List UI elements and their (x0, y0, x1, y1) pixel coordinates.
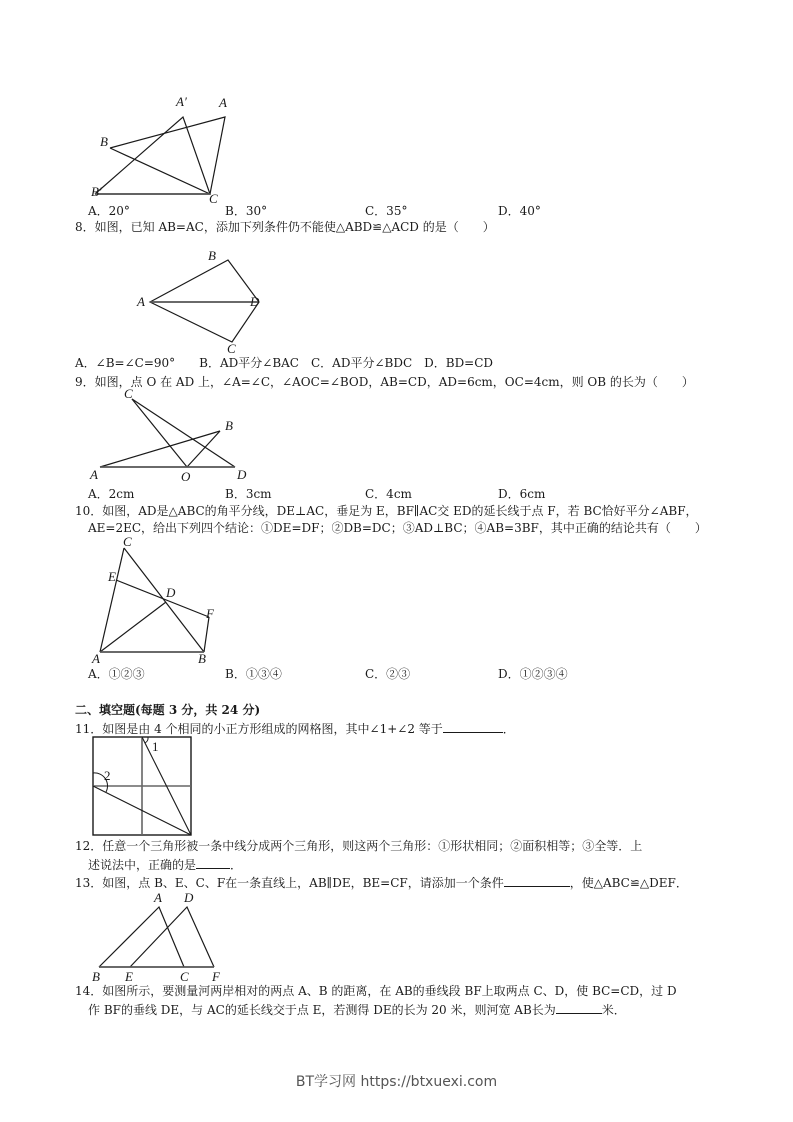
q10-stem-line1: 10．如图，AD是△ABC的角平分线，DE⊥AC，垂足为 E，BF∥AC交 ED的延长线于点 F，若 BC恰好平分∠ABF， (75, 504, 698, 518)
label-b: B (208, 248, 216, 263)
q12-stem-line1: 12．任意一个三角形被一条中线分成两个三角形，则这两个三角形：①形状相同；②面积相等；③全等．上 (75, 839, 643, 853)
q9-option-d[interactable]: D．6cm (498, 487, 546, 501)
q12-answer-blank[interactable] (196, 856, 230, 869)
q13-answer-blank[interactable] (504, 874, 570, 887)
label-o: O (181, 469, 191, 483)
q9-figure (88, 387, 263, 483)
label-c: C (123, 535, 132, 549)
q11-grid-diagram (92, 736, 194, 838)
q10-option-c[interactable]: C．②③ (365, 667, 411, 681)
label-e: E (108, 569, 116, 584)
q7-option-c[interactable]: C．35° (365, 204, 408, 218)
footer-watermark[interactable]: BT学习网 https://btxuexi.com (295, 1074, 498, 1090)
label-b-prime: B′ (91, 184, 102, 199)
label-b: B (225, 418, 233, 433)
q14-stem-text: 作 BF的垂线 DE，与 AC的延长线交于点 E，若测得 DE的长为 20 米，则河宽 AB长为 (88, 1003, 556, 1017)
label-b: B (100, 134, 108, 149)
q13-stem-end: ，使△ABC≌△DEF． (569, 876, 688, 890)
label-d: D (166, 585, 176, 600)
q8-figure (136, 248, 261, 353)
q9-triangles-diagram (88, 387, 263, 483)
q12-stem-text: 述说法中，正确的是 (88, 858, 197, 872)
label-d: D (250, 294, 260, 309)
label-f: F (206, 606, 214, 621)
q10-triangle-diagram (88, 535, 218, 665)
q10-option-b[interactable]: B．①③④ (225, 667, 282, 681)
q14-stem-line2 (88, 1001, 626, 1018)
label-a: A (90, 467, 98, 482)
label-b: B (92, 969, 100, 982)
angle-1-label: 1 (152, 739, 159, 754)
label-b: B (198, 651, 206, 665)
q12-stem-line2 (88, 856, 242, 873)
section-fill-in-title: 二、填空题(每题 3 分，共 24 分) (75, 703, 261, 717)
q7-option-d[interactable]: D．40° (498, 204, 541, 218)
label-a: A (219, 95, 227, 110)
label-c: C (180, 969, 189, 982)
q10-option-a[interactable]: A．①②③ (88, 667, 145, 681)
q7-option-b[interactable]: B．30° (225, 204, 268, 218)
q10-option-d[interactable]: D．①②③④ (498, 667, 568, 681)
q9-option-b[interactable]: B．3cm (225, 487, 272, 501)
q13-triangles-diagram (88, 887, 238, 982)
label-a: A (154, 890, 162, 905)
q9-stem: 9．如图，点 O 在 AD 上，∠A=∠C，∠AOC=∠BOD，AB=CD，AD=6cm，OC=4cm，则 OB 的长为（ ） (75, 375, 694, 389)
q14-stem-end: 米． (601, 1003, 626, 1017)
q8-options[interactable]: A．∠B=∠C=90° B．AD平分∠BAC C．AD平分∠BDC D．BD=CD (75, 356, 494, 370)
q11-stem (75, 720, 515, 737)
angle-2-label: 2 (104, 768, 111, 783)
label-c: C (227, 341, 236, 353)
q7-figure (88, 92, 248, 204)
q14-answer-blank[interactable] (556, 1001, 602, 1014)
q10-stem-line2: AE=2EC，给出下列四个结论：①DE=DF；②DB=DC；③AD⊥BC；④AB=3BF，其中正确的结论共有（ ） (88, 521, 707, 535)
q9-option-c[interactable]: C．4cm (365, 487, 412, 501)
label-d: D (184, 890, 194, 905)
q11-stem-text: 11．如图是由 4 个相同的小正方形组成的网格图，其中∠1+∠2 等于 (75, 722, 443, 736)
q11-figure (92, 736, 194, 838)
q7-option-a[interactable]: A．20° (88, 204, 130, 218)
q11-stem-end: ． (502, 722, 515, 736)
q9-option-a[interactable]: A．2cm (88, 487, 135, 501)
q7-triangles-diagram (88, 92, 248, 204)
label-a: A (137, 294, 145, 309)
q13-stem-text: 13．如图，点 B、E、C、F在一条直线上，AB∥DE，BE=CF，请添加一个条件 (75, 876, 504, 890)
label-a-prime: A′ (176, 94, 187, 109)
label-d: D (237, 467, 247, 482)
q13-figure (88, 887, 238, 982)
label-f: F (212, 969, 220, 982)
q10-figure (88, 535, 218, 665)
q12-stem-end: ． (230, 858, 243, 872)
q8-stem: 8．如图，已知 AB=AC，添加下列条件仍不能使△ABD≌△ACD 的是（ ） (75, 220, 495, 234)
label-c: C (124, 387, 133, 401)
q14-stem-line1: 14．如图所示，要测量河两岸相对的两点 A、B 的距离，在 AB的垂线段 BF上取两点 C、D，使 BC=CD，过 D (75, 984, 677, 998)
q8-kite-diagram (136, 248, 261, 353)
label-e: E (125, 969, 133, 982)
label-c: C (209, 191, 218, 204)
q11-answer-blank[interactable] (443, 720, 503, 733)
label-a: A (92, 651, 100, 665)
